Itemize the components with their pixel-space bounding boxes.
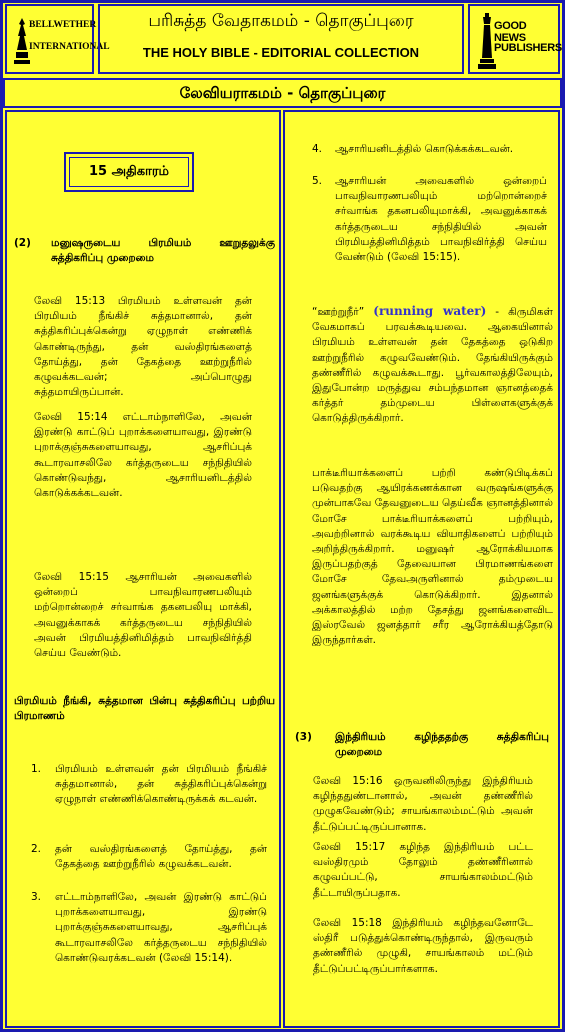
left-logo-line2: INTERNATIONAL	[29, 42, 110, 52]
left-logo-line1: BELLWETHER	[29, 20, 97, 30]
right-logo-line1: GOOD NEWS	[494, 20, 527, 44]
header-english-title: THE HOLY BIBLE - EDITORIAL COLLECTION	[142, 45, 420, 60]
book-title: லேவியராகமம் - தொகுப்புரை	[179, 84, 386, 102]
book-title-bar	[3, 78, 562, 108]
verse-15-13: லேவி 15:13 பிரமியம் உள்ளவன் தன் பிரமியம் நீங்கிச் சுத்தமானால், தன் சுத்திகரிப்புக்கென்று ஏழுநாள் எண்ணிக் கொண்டிருந்து, தன் வஸ்திரங்களைத் தோய்த்து, தன் தேகத்தை ஊற்றுநீரில் கழுவக்கடவன்; அப்பொழுது சுத்தமாயிருப்பான்.	[34, 295, 252, 399]
verse-15-16: லேவி 15:16 ஒருவனிலிருந்து இந்திரியம் கழிந்ததுண்டானால், அவன் தண்ணீரில் முழுகவேண்டும்; சாயங்காலம்மட்டும் அவன் தீட்டுப்பட்டிருப்பானாக.	[313, 775, 533, 833]
chapter-heading: 15 அதிகாரம்	[69, 157, 189, 187]
running-water-note	[312, 304, 553, 427]
list-item: ஆசாரியன் அவைகளில் ஒன்றைப் பாவநிவாரணபலியும் மற்றொன்றைச் சர்வாங்க தகனபலியுமாக்கி, அவனுக்காகக் கர்த்தருடைய சந்நிதியில் அவன் பிரமியத்தினிமித்தம் பாவநிவிர்த்தி செய்ய வேண்டும் (லேவி 15:15).	[335, 175, 547, 264]
list-number: 1.	[31, 763, 42, 775]
verse-15-18: லேவி 15:18 இந்திரியம் கழிந்தவனோடே ஸ்திரீ படுத்துக்கொண்டிருந்தால், இருவரும் தண்ணீரில் முழுகி, சாயங்காலம் மட்டும் தீட்டுப்பட்டிருப்பார்களாக.	[313, 917, 533, 975]
header	[98, 4, 464, 74]
header-tamil-title: பரிசுத்த வேதாகமம் - தொகுப்புரை	[148, 11, 414, 31]
running-water-text: - கிருமிகள் வேகமாகப் பரவக்கூடியவை. ஆகையினால் பிரமியம் உள்ளவன் தன் தேகத்தை ஒடுகிற ஊற்றுநீரில் கழுவவேண்டும். தேங்கியிருக்கும் தண்ணீரில் கழுவக்கூடாது. பூர்வகாலத்திலேயும், இதுபோன்ற மருத்துவ சம்பந்தமான ஞானத்தைக் கர்த்தர் தம்முடைய பிள்ளைகளுக்குக் கொடுத்திருக்கிறார்.	[312, 306, 553, 425]
right-column	[283, 110, 560, 1028]
list-number: 3.	[31, 891, 42, 903]
running-water-english: (running water)	[373, 304, 487, 318]
list-item: பிரமியம் உள்ளவன் தன் பிரமியம் நீங்கிச் சுத்தமானால், தன் சுத்திகரிப்புக்கென்று ஏழுநாள் எண்ணிக்கொண்டிருக்கக் கடவன்.	[55, 763, 267, 806]
bacteria-note: பாக்டீரியாக்களைப் பற்றி கண்டுபிடிக்கப் படுவதற்கு ஆயிரக்கணக்கான வருஷங்களுக்கு முன்பாகவே தேவனுடைய தெய்வீக ஞானத்தினால் மோசே பாக்டீரியாக்களைப் பற்றியும், அவற்றினால் வரக்கூடிய வியாதிகளைப் பற்றியும் அறிந்திருக்கிறார். மனுஷர் ஆரோக்கியமாக இருப்பதற்குத் தேவையான பிரமாணங்களை மோசே தேவஅருளினால் தம்முடைய ஜனங்களுக்குக் கொடுக்கிறார். இதனால் அக்காலத்தில் மற்ற தேசத்து ஜனங்களைவிட இஸ்ரவேல் ஜனத்தார் சரீர ஆரோக்கியத்தோடு இருந்தார்கள்.	[312, 467, 553, 647]
section-2-title: மனுஷருடைய பிரமியம் ஊறுதலுக்கு சுத்திகரிப்பு முறைமை	[51, 237, 275, 265]
list-item: ஆசாரியனிடத்தில் கொடுக்கக்கடவன்.	[335, 143, 514, 155]
chapter-heading-box	[64, 152, 194, 192]
right-logo-line2: PUBLISHERS	[494, 42, 562, 54]
section-2-number: (2)	[14, 237, 31, 249]
verse-15-17: லேவி 15:17 கழிந்த இந்திரியம் பட்ட வஸ்திரமும் தோலும் தண்ணீரினால் கழுவப்பட்டு, சாயங்காலம்மட்டும் தீட்டாயிருப்பதாக.	[313, 841, 533, 899]
good-news-logo	[468, 4, 560, 74]
verse-15-15: லேவி 15:15 ஆசாரியன் அவைகளில் ஒன்றைப் பாவநிவாரணபலியும் மற்றொன்றைச் சர்வாங்க தகனபலியு மாக்கி, அவனுக்காகக் கர்த்தருடைய சந்நிதியில் அவன் பிரமியத்தினிமித்தம் பாவநிவிர்த்தி செய்ய வேண்டும்.	[34, 571, 252, 660]
subheading-cleansing-law: பிரமியம் நீங்கி, சுத்தமான பின்பு சுத்திகரிப்பு பற்றிய பிரமாணம்	[14, 695, 275, 723]
list-number: 5.	[312, 175, 323, 187]
list-number: 4.	[312, 143, 323, 155]
section-3-number: (3)	[295, 731, 312, 743]
list-number: 2.	[31, 843, 42, 855]
list-item: எட்டாம்நாளிலே, அவன் இரண்டு காட்டுப் புறாக்களையாவது, இரண்டு புறாக்குஞ்சுகளையாவது, ஆசரிப்புக் கூடாரவாசலிலே கர்த்தருடைய சந்நிதியில் கொண்டுவரக்கடவன் (லேவி 15:14).	[55, 891, 267, 964]
running-water-term: “ஊற்றுநீர்”	[312, 306, 365, 318]
bellwether-logo	[5, 4, 110, 74]
section-3-title: இந்திரியம் கழிந்ததற்கு சுத்திகரிப்பு முறைமை	[335, 731, 549, 759]
left-column	[5, 110, 281, 1028]
list-item: தன் வஸ்திரங்களைத் தோய்த்து, தன் தேகத்தை ஊற்றுநீரில் கழுவக்கடவன்.	[55, 843, 267, 871]
verse-15-14: லேவி 15:14 எட்டாம்நாளிலே, அவன் இரண்டு காட்டுப் புறாக்களையாவது, இரண்டு புறாக்குஞ்சுகளையாவது, ஆசரிப்புக் கூடாரவாசலிலே கர்த்தருடைய சந்நிதியில் கொண்டுவந்து, ஆசாரியனிடத்தில் கொடுக்கக்கடவன்.	[34, 411, 252, 500]
